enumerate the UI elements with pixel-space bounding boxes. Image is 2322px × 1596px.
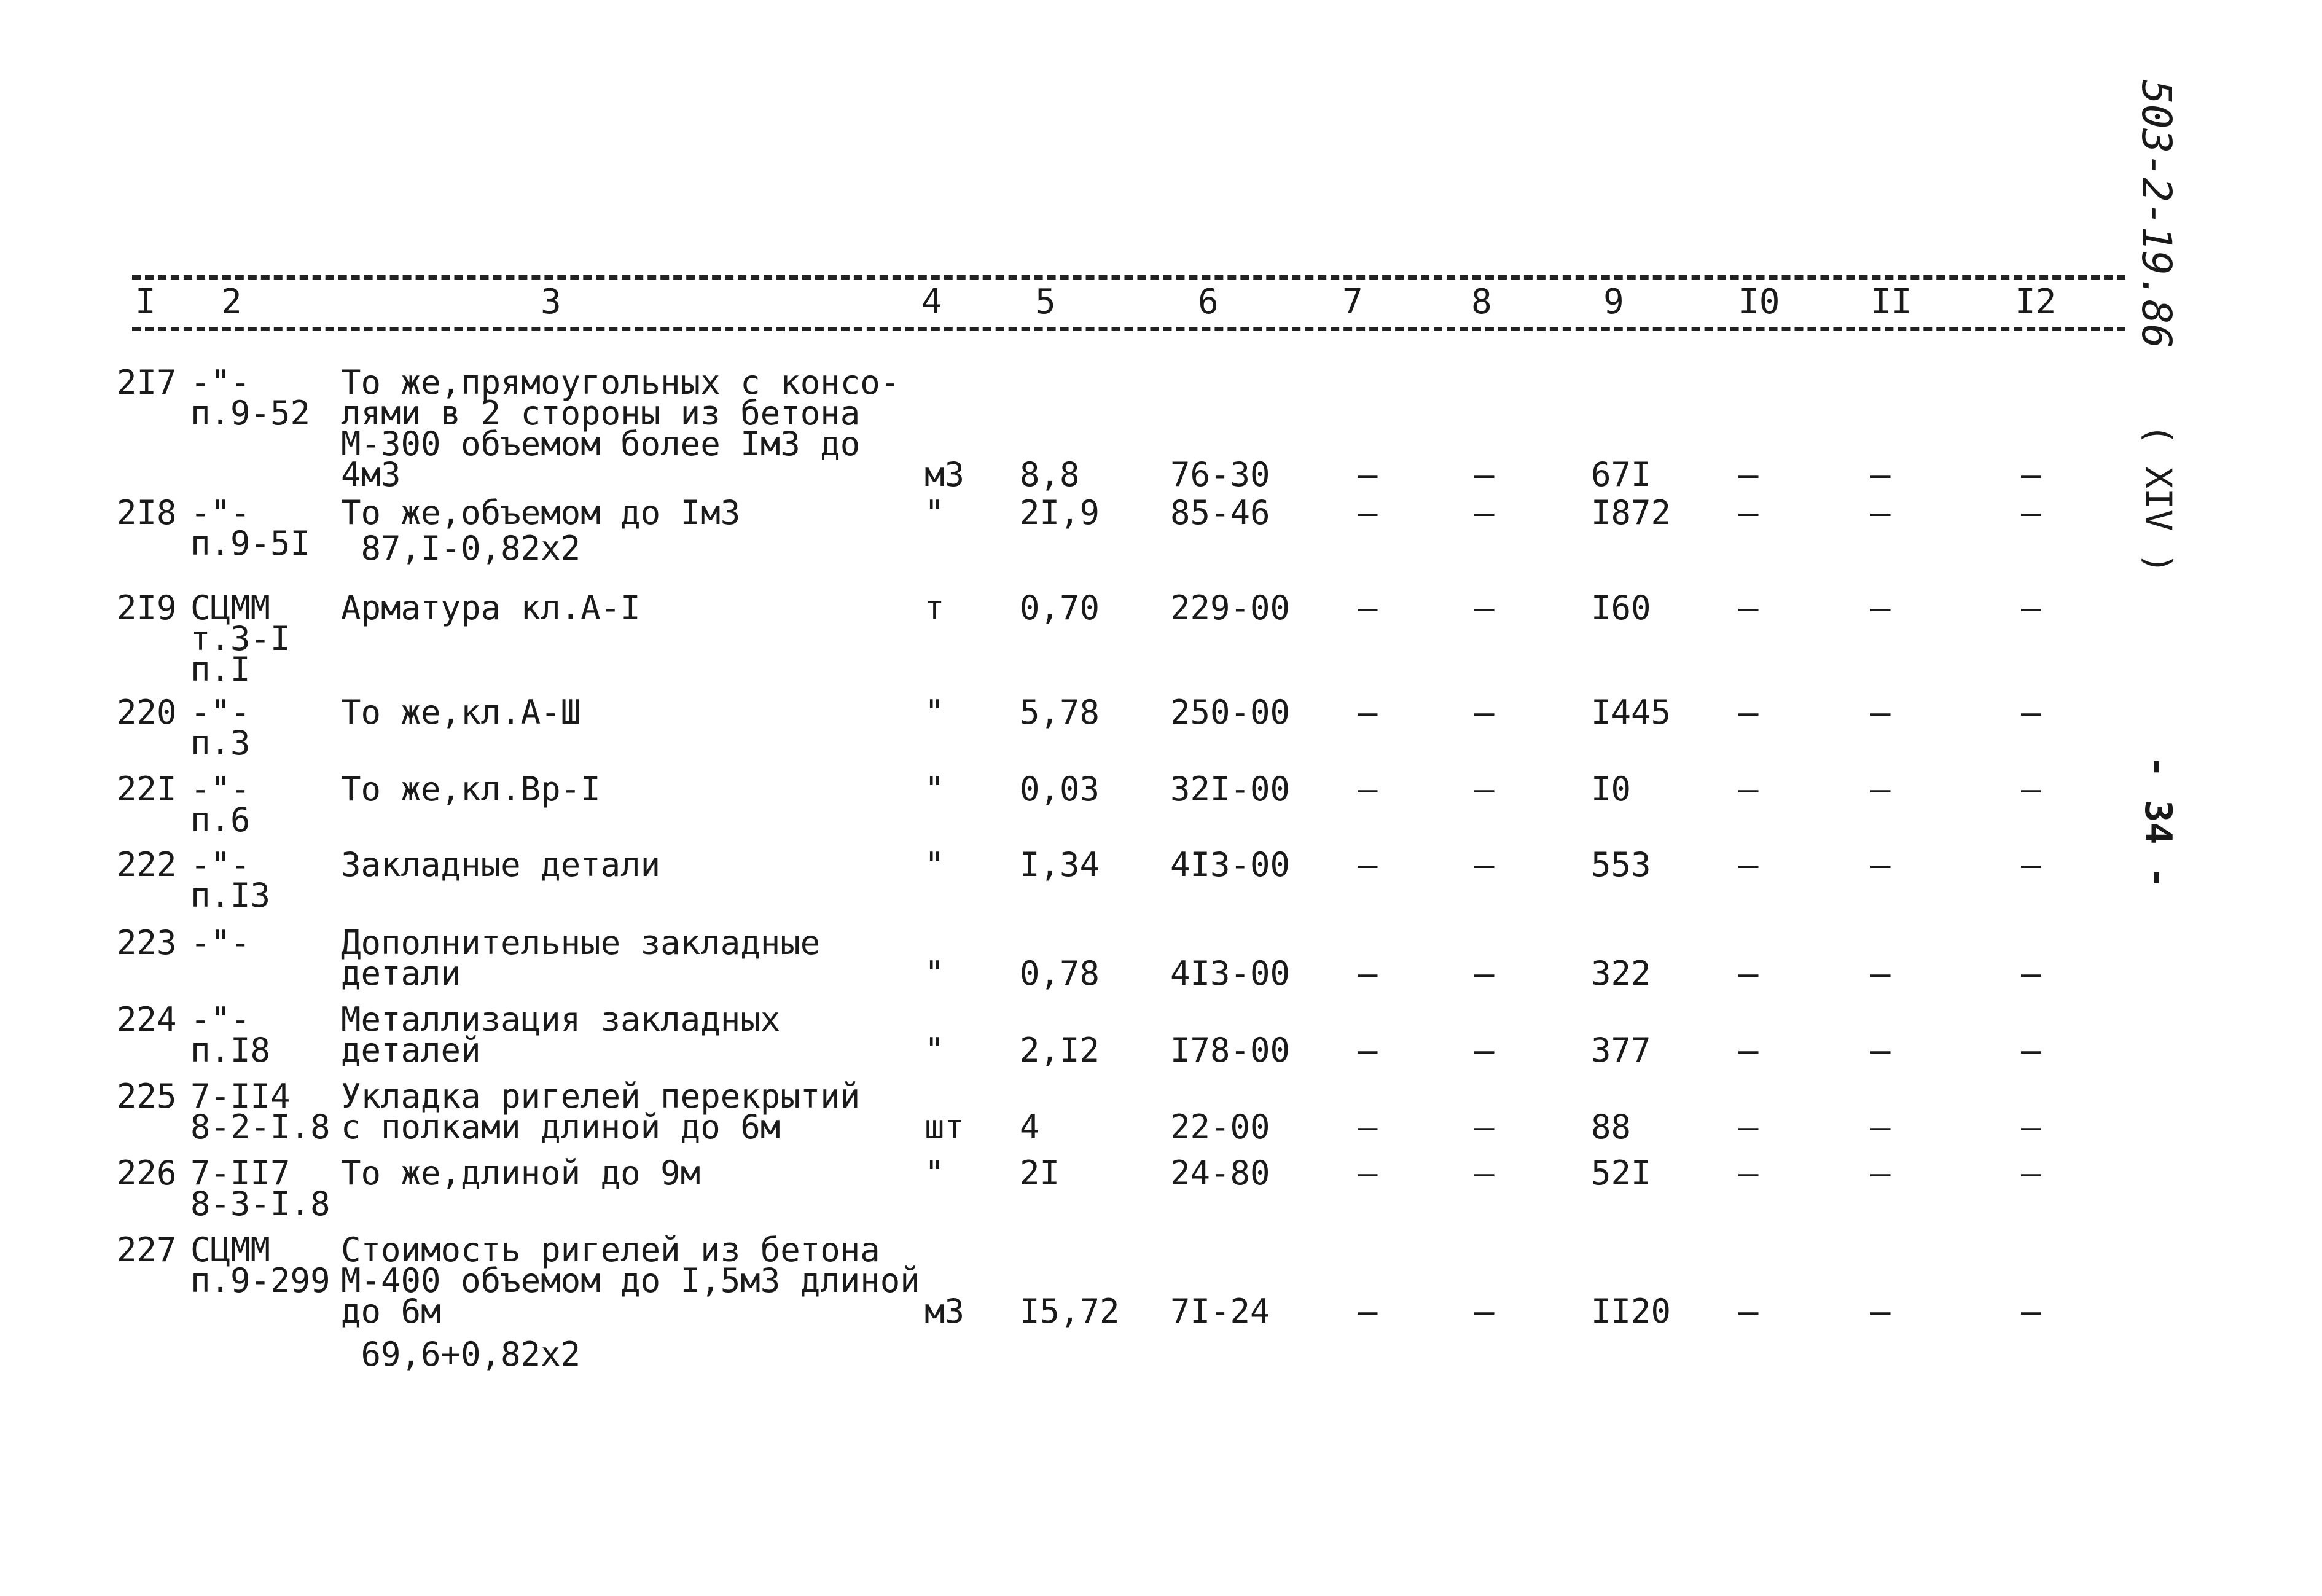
row-col-11: –: [1871, 1108, 1891, 1146]
row-description: Укладка ригелей перекрытий: [341, 1077, 861, 1116]
row-reference: п.9-5I: [190, 524, 311, 563]
row-description: 87,I-0,82x2: [341, 529, 581, 568]
row-description: 69,6+0,82x2: [341, 1335, 581, 1374]
row-reference: 8-2-I.8: [190, 1108, 330, 1146]
row-reference: п.3: [190, 724, 251, 762]
row-col-10: –: [1738, 589, 1759, 627]
row-col-11: –: [1871, 493, 1891, 532]
row-col-11: –: [1871, 693, 1891, 732]
row-col-10: –: [1738, 1154, 1759, 1192]
row-col-8: –: [1474, 1031, 1495, 1070]
row-col-10: –: [1738, 770, 1759, 808]
row-unit: ": [925, 954, 945, 993]
row-price: 7I-24: [1170, 1292, 1270, 1331]
row-description: 4м3: [341, 455, 401, 494]
row-price: 250-00: [1170, 693, 1291, 732]
row-number: 225: [117, 1077, 177, 1116]
row-col-7: –: [1358, 954, 1378, 993]
row-col-8: –: [1474, 493, 1495, 532]
column-header: I2: [2015, 282, 2057, 322]
row-col-8: –: [1474, 1154, 1495, 1192]
header-top-rule: [132, 275, 2125, 280]
row-col-7: –: [1358, 1292, 1378, 1331]
row-unit: м3: [925, 1292, 965, 1331]
row-reference: -"-: [190, 493, 251, 532]
row-price: 4I3-00: [1170, 845, 1291, 884]
row-col-10: –: [1738, 493, 1759, 532]
row-price: 229-00: [1170, 589, 1291, 627]
row-reference: п.9-52: [190, 394, 311, 432]
row-col-8: –: [1474, 693, 1495, 732]
row-description: То же,объемом до Iм3: [341, 493, 741, 532]
row-unit: ": [925, 1154, 945, 1192]
row-reference: -"-: [190, 845, 251, 884]
section-label: ( XIV ): [2138, 424, 2179, 574]
row-reference: 8-3-I.8: [190, 1184, 330, 1223]
row-col-7: –: [1358, 1031, 1378, 1070]
column-header: 4: [921, 282, 942, 322]
row-price: 4I3-00: [1170, 954, 1291, 993]
column-header: 6: [1198, 282, 1219, 322]
row-col-8: –: [1474, 770, 1495, 808]
row-description: М-400 объемом до I,5м3 длиной: [341, 1261, 920, 1300]
row-quantity: I5,72: [1020, 1292, 1120, 1331]
row-description: Стоимость ригелей из бетона: [341, 1230, 880, 1269]
row-col-10: –: [1738, 693, 1759, 732]
row-reference: -"-: [190, 693, 251, 732]
row-col-7: –: [1358, 589, 1378, 627]
row-reference: СЦММ: [190, 1230, 271, 1269]
row-number: 22I: [117, 770, 177, 808]
row-description: Дополнительные закладные: [341, 923, 821, 962]
row-col-11: –: [1871, 455, 1891, 494]
row-price: 24-80: [1170, 1154, 1270, 1192]
row-description: То же,прямоугольных с консо-: [341, 363, 901, 402]
column-header: I: [135, 282, 156, 322]
column-header: 8: [1471, 282, 1492, 322]
row-description: Металлизация закладных: [341, 1000, 781, 1039]
row-col-10: –: [1738, 1108, 1759, 1146]
row-reference: п.9-299: [190, 1261, 330, 1300]
row-col-10: –: [1738, 1031, 1759, 1070]
row-col-11: –: [1871, 1154, 1891, 1192]
row-col-11: –: [1871, 1031, 1891, 1070]
row-description: деталей: [341, 1031, 481, 1070]
row-col-12: –: [2021, 1154, 2041, 1192]
row-unit: ": [925, 693, 945, 732]
row-unit: ": [925, 845, 945, 884]
row-quantity: 4: [1020, 1108, 1040, 1146]
row-unit: ": [925, 493, 945, 532]
row-col-7: –: [1358, 493, 1378, 532]
row-number: 220: [117, 693, 177, 732]
row-description: детали: [341, 954, 461, 993]
row-col-12: –: [2021, 589, 2041, 627]
row-reference: п.I8: [190, 1031, 271, 1070]
row-quantity: 8,8: [1020, 455, 1080, 494]
row-quantity: 0,03: [1020, 770, 1100, 808]
header-bottom-rule: [132, 327, 2125, 331]
row-col-9: 88: [1591, 1108, 1632, 1146]
row-description: Арматура кл.А-I: [341, 589, 641, 627]
row-description: То же,кл.А-Ш: [341, 693, 581, 732]
row-col-12: –: [2021, 770, 2041, 808]
row-reference: п.I: [190, 650, 251, 689]
row-col-10: –: [1738, 455, 1759, 494]
row-col-8: –: [1474, 1292, 1495, 1331]
row-col-10: –: [1738, 1292, 1759, 1331]
row-col-9: I0: [1591, 770, 1632, 808]
row-col-8: –: [1474, 954, 1495, 993]
row-number: 2I9: [117, 589, 177, 627]
row-reference: -"-: [190, 770, 251, 808]
row-number: 2I8: [117, 493, 177, 532]
row-col-9: I872: [1591, 493, 1671, 532]
row-unit: ": [925, 1031, 945, 1070]
row-reference: 7-II4: [190, 1077, 291, 1116]
row-quantity: I,34: [1020, 845, 1100, 884]
row-col-9: 553: [1591, 845, 1651, 884]
row-number: 223: [117, 923, 177, 962]
column-header: I0: [1738, 282, 1780, 322]
row-col-10: –: [1738, 954, 1759, 993]
row-col-9: I445: [1591, 693, 1671, 732]
row-col-11: –: [1871, 589, 1891, 627]
row-quantity: 2I,9: [1020, 493, 1100, 532]
row-col-7: –: [1358, 1108, 1378, 1146]
document-code: 503-2-19.86: [2133, 80, 2180, 349]
row-reference: 7-II7: [190, 1154, 291, 1192]
row-col-11: –: [1871, 770, 1891, 808]
row-description: М-300 объемом более Iм3 до: [341, 424, 861, 463]
row-col-7: –: [1358, 1154, 1378, 1192]
row-col-9: II20: [1591, 1292, 1671, 1331]
row-reference: -"-: [190, 923, 251, 962]
row-col-12: –: [2021, 1292, 2041, 1331]
row-col-11: –: [1871, 845, 1891, 884]
row-reference: п.I3: [190, 876, 271, 915]
row-col-8: –: [1474, 1108, 1495, 1146]
row-col-11: –: [1871, 954, 1891, 993]
row-col-12: –: [2021, 493, 2041, 532]
row-col-9: 377: [1591, 1031, 1651, 1070]
column-header: 9: [1603, 282, 1624, 322]
row-col-12: –: [2021, 954, 2041, 993]
row-number: 224: [117, 1000, 177, 1039]
row-quantity: 0,70: [1020, 589, 1100, 627]
row-col-12: –: [2021, 845, 2041, 884]
row-col-11: –: [1871, 1292, 1891, 1331]
row-col-8: –: [1474, 455, 1495, 494]
row-unit: шт: [925, 1108, 965, 1146]
row-col-8: –: [1474, 845, 1495, 884]
row-price: 22-00: [1170, 1108, 1270, 1146]
row-quantity: 2,I2: [1020, 1031, 1100, 1070]
row-number: 222: [117, 845, 177, 884]
row-col-10: –: [1738, 845, 1759, 884]
row-col-7: –: [1358, 693, 1378, 732]
column-header: 7: [1342, 282, 1363, 322]
row-description: до 6м: [341, 1292, 441, 1331]
column-header: II: [1871, 282, 1912, 322]
row-col-12: –: [2021, 455, 2041, 494]
row-description: лями в 2 стороны из бетона: [341, 394, 861, 432]
row-reference: т.3-I: [190, 619, 291, 658]
row-col-9: 52I: [1591, 1154, 1651, 1192]
row-col-7: –: [1358, 845, 1378, 884]
row-quantity: 5,78: [1020, 693, 1100, 732]
row-description: Закладные детали: [341, 845, 661, 884]
row-reference: -"-: [190, 1000, 251, 1039]
row-description: То же,длиной до 9м: [341, 1154, 701, 1192]
column-header: 5: [1035, 282, 1056, 322]
row-col-7: –: [1358, 455, 1378, 494]
row-unit: ": [925, 770, 945, 808]
row-description: с полками длиной до 6м: [341, 1108, 781, 1146]
row-number: 226: [117, 1154, 177, 1192]
row-col-12: –: [2021, 1031, 2041, 1070]
column-header: 2: [221, 282, 242, 322]
row-col-12: –: [2021, 1108, 2041, 1146]
row-col-9: 322: [1591, 954, 1651, 993]
row-reference: п.6: [190, 800, 251, 839]
row-unit: т: [925, 589, 945, 627]
row-number: 2I7: [117, 363, 177, 402]
row-col-8: –: [1474, 589, 1495, 627]
row-price: 76-30: [1170, 455, 1270, 494]
row-unit: м3: [925, 455, 965, 494]
row-reference: СЦММ: [190, 589, 271, 627]
page-number: - 34 -: [2136, 756, 2179, 889]
row-quantity: 2I: [1020, 1154, 1060, 1192]
row-col-12: –: [2021, 693, 2041, 732]
column-header: 3: [541, 282, 561, 322]
row-number: 227: [117, 1230, 177, 1269]
row-price: I78-00: [1170, 1031, 1291, 1070]
row-quantity: 0,78: [1020, 954, 1100, 993]
row-price: 85-46: [1170, 493, 1270, 532]
row-price: 32I-00: [1170, 770, 1291, 808]
row-col-7: –: [1358, 770, 1378, 808]
row-col-9: 67I: [1591, 455, 1651, 494]
row-reference: -"-: [190, 363, 251, 402]
row-description: То же,кл.Вр-I: [341, 770, 601, 808]
row-col-9: I60: [1591, 589, 1651, 627]
